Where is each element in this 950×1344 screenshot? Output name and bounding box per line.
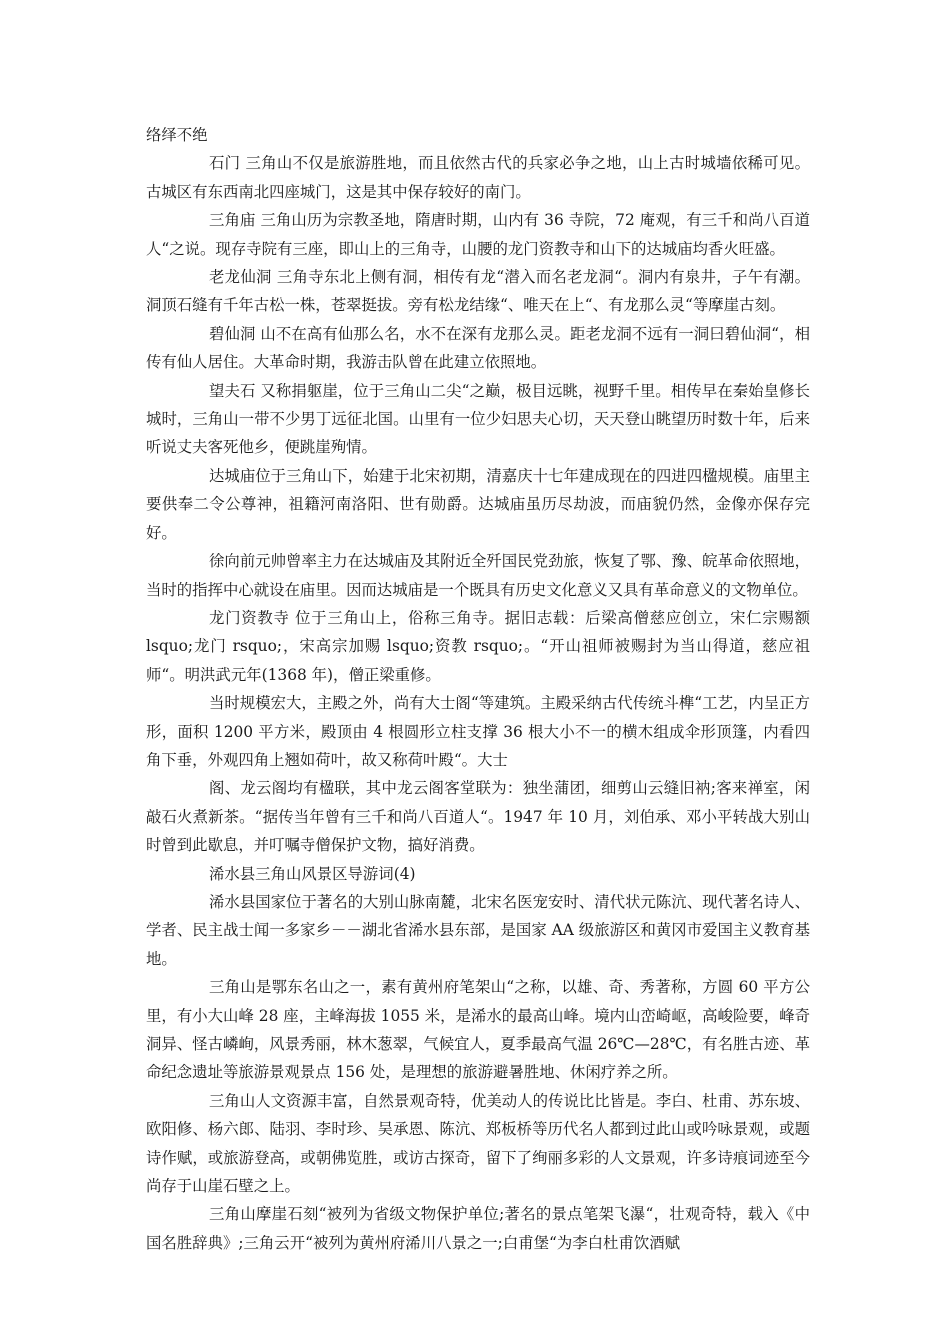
paragraph-sanjiao-mountain: 三角山是鄂东名山之一，素有黄州府笔架山“之称，以雄、奇、秀著称，方圆 60 平方公里，有小大山峰 28 座，主峰海拔 1055 米，是浠水的最高山峰。境内山峦崎岖，高峻险要，峰奇洞异、怪古嶙峋，风景秀丽，林木葱翠，气候宜人，夏季最高气温 26℃—28℃，有名胜古迹、革命纪念遗址等旅游景观景点 156 处，是理想的旅游避暑胜地、休闲疗养之所。: [146, 978, 810, 1082]
paragraph-cliff-carvings: 三角山摩崖石刻“被列为省级文物保护单位;著名的景点笔架飞瀑“，壮观奇特，载入《中国名胜辞典》;三角云开“被列为黄州府浠川八景之一;白甫堡“为李白杜甫饮酒赋: [146, 1205, 810, 1252]
paragraph-pavilion-couplets: 阁、龙云阁均有楹联，其中龙云阁客堂联为：独坐蒲团，细剪山云缝旧衲;客来禅室，闲敲石火煮新茶。“据传当年曾有三千和尚八百道人“。1947 年 10 月，刘伯承、邓小平转战大别山时曾到此歇息，并叮嘱寺僧保护文物，搞好消费。: [146, 779, 810, 855]
paragraph-old-dragon-cave: 老龙仙洞 三角寺东北上侧有洞，相传有龙“潜入而名老龙洞“。洞内有泉井，子午有潮。洞顶石缝有千年古松一株，苍翠挺拔。旁有松龙结缘“、唯天在上“、有龙那么灵“等摩崖古刻。: [146, 268, 810, 315]
paragraph-main-hall: 当时规模宏大，主殿之外，尚有大士阁“等建筑。主殿采纳古代传统斗榫“工艺，内呈正方形，面积 1200 平方米，殿顶由 4 根圆形立柱支撑 36 根大小不一的横木组成伞形顶篷，内看四角下垂，外观四角上翘如荷叶，故又称荷叶殿“。大士: [146, 694, 810, 769]
paragraph-bixian-cave: 碧仙洞 山不在高有仙那么名，水不在深有龙那么灵。距老龙洞不远有一洞曰碧仙洞“，相传有仙人居住。大革命时期，我游击队曾在此建立依照地。: [146, 324, 810, 372]
paragraph-wangfu-stone: 望夫石 又称捐躯崖，位于三角山二尖“之巅，极目远眺，视野千里。相传早在秦始皇修长城时，三角山一带不少男丁远征北国。山里有一位少妇思夫心切，天天登山眺望历时数十年，后来听说丈夫客死他乡，便跳崖殉情。: [146, 381, 810, 457]
document-body: [146, 121, 810, 1257]
paragraph-dacheng-temple: 达城庙位于三角山下，始建于北宋初期，清嘉庆十七年建成现在的四进四楹规模。庙里主要供奉二令公尊神，祖籍河南洛阳、世有勋爵。达城庙虽历尽劫波，而庙貌仍然，金像亦保存完好。: [146, 466, 810, 542]
paragraph-heading-continuation: 络绎不绝: [146, 126, 208, 144]
paragraph-sanjiao-temple: 三角庙 三角山历为宗教圣地，隋唐时期，山内有 36 寺院，72 庵观，有三千和尚八百道人“之说。现存寺院有三座，即山上的三角寺，山腰的龙门资教寺和山下的达城庙均香火旺盛。: [146, 211, 810, 258]
paragraph-longmen-zijiao-temple: 龙门资教寺 位于三角山上，俗称三角寺。据旧志载：后梁高僧慈应创立，宋仁宗赐额 lsquo;龙门 rsquo;，宋高宗加赐 lsquo;资教 rsquo;。“开山祖师被赐封为当山得道，慈应祖师“。明洪武元年(1368 年)，僧正梁重修。: [146, 608, 810, 684]
paragraph-xishui-intro: 浠水县国家位于著名的大别山脉南麓，北宋名医宠安时、清代状元陈沆、现代著名诗人、学者、民主战士闻一多家乡－－湖北省浠水县东部，是国家 AA 级旅游区和黄冈市爱国主义教育基地。: [146, 892, 810, 968]
paragraph-cultural-resources: 三角山人文资源丰富，自然景观奇特，优美动人的传说比比皆是。李白、杜甫、苏东坡、欧阳修、杨六郎、陆羽、李时珍、吴承恩、陈沆、郑板桥等历代名人都到过此山或吟咏景观，或题诗作赋，或旅游登高，或朝佛览胜，或访古探奇，留下了绚丽多彩的人文景观，许多诗痕词迹至今尚存于山崖石壁之上。: [146, 1091, 810, 1196]
section-heading: 浠水县三角山风景区导游词(4): [209, 864, 416, 883]
paragraph-stone-gate: 石门 三角山不仅是旅游胜地，而且依然古代的兵家必争之地，山上古时城墙依稀可见。古城区有东西南北四座城门，这是其中保存较好的南门。: [146, 154, 810, 201]
paragraph-xu-xiangqian: 徐向前元帅曾率主力在达城庙及其附近全歼国民党劲旅，恢复了鄂、豫、皖革命依照地，当时的指挥中心就设在庙里。因而达城庙是一个既具有历史文化意义又具有革命意义的文物单位。: [146, 552, 810, 599]
